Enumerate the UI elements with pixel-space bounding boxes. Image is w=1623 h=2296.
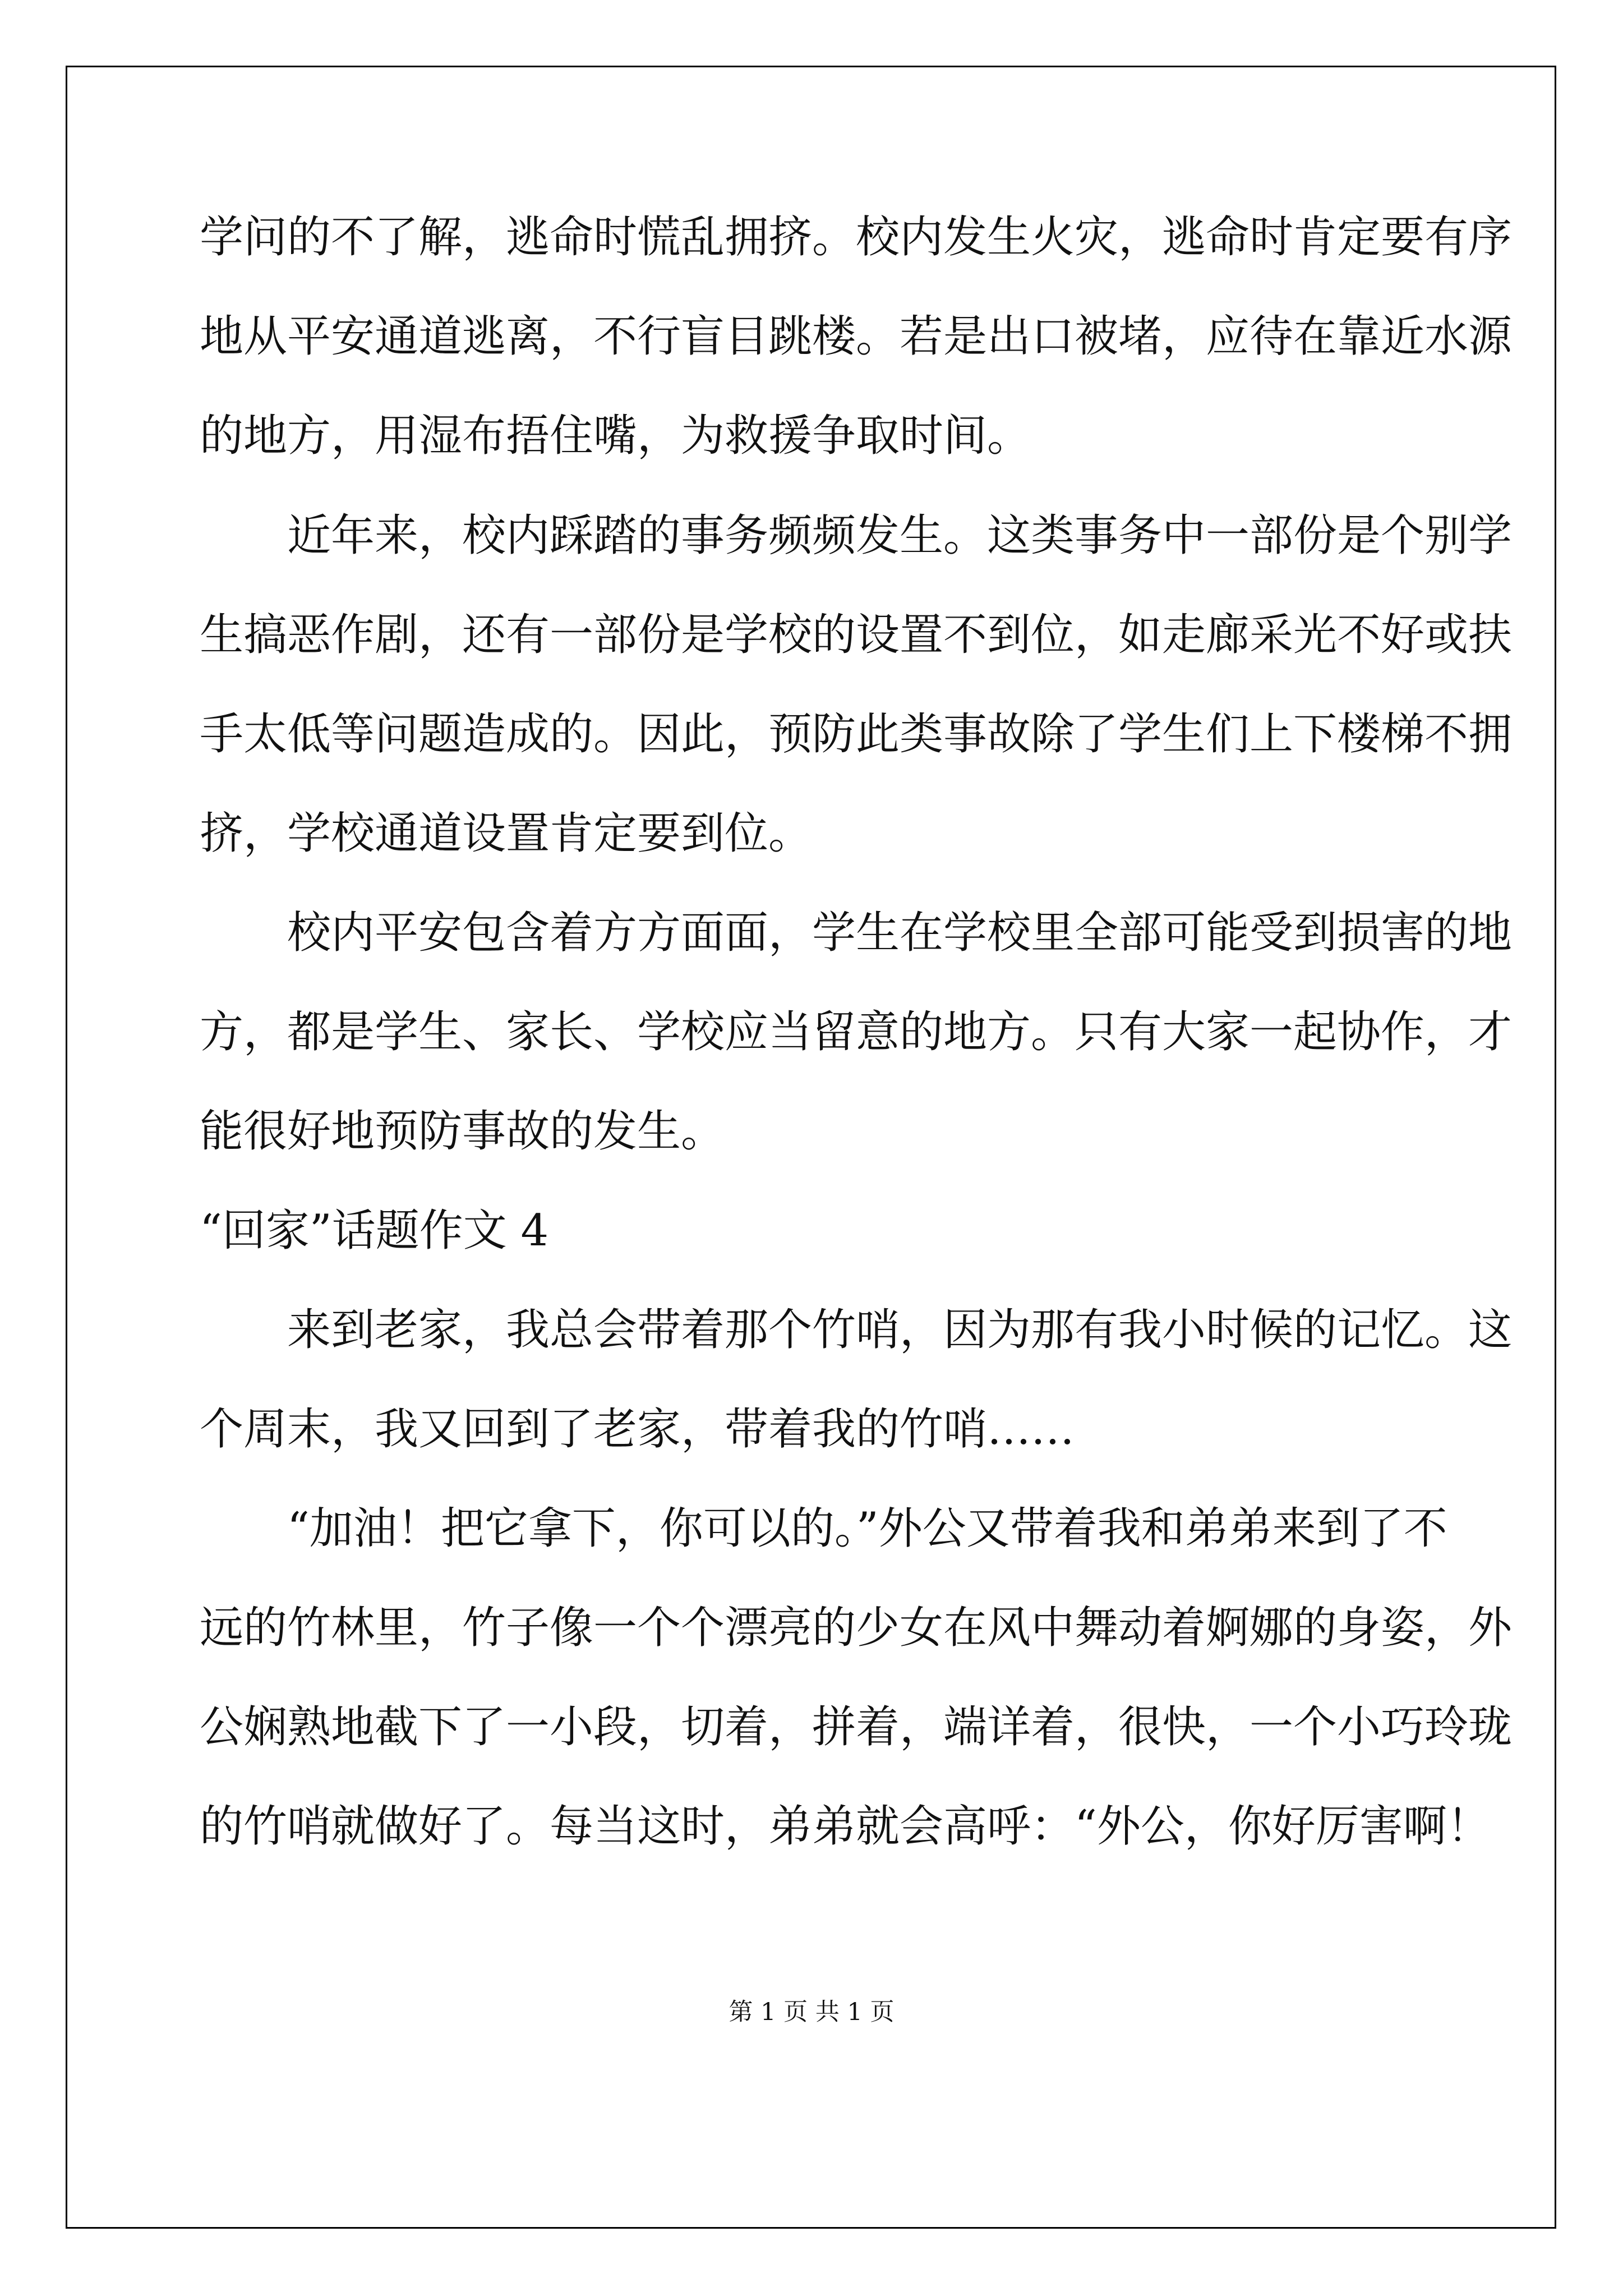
text-line: 的竹哨就做好了。每当这时，弟弟就会高呼：“外公，你好厉害啊！ (200, 1801, 1491, 1852)
text-line: 来到老家，我总会带着那个竹哨，因为那有我小时候的记忆。这 (287, 1305, 1513, 1355)
text-line: 远的竹林里，竹子像一个个漂亮的少女在风中舞动着婀娜的身姿，外 (200, 1603, 1513, 1653)
text-line: 个周末，我又回到了老家，带着我的竹哨…… (200, 1404, 1075, 1455)
text-line: 学问的不了解，逃命时慌乱拥挤。校内发生火灾，逃命时肯定要有序 (200, 212, 1513, 263)
text-line: 能很好地预防事故的发生。 (200, 1106, 725, 1157)
text-line: 挤，学校通道设置肯定要到位。 (200, 808, 813, 859)
text-line: 生搞恶作剧，还有一部份是学校的设置不到位，如走廊采光不好或扶 (200, 610, 1513, 660)
text-line: 地从平安通道逃离，不行盲目跳楼。若是出口被堵，应待在靠近水源 (200, 311, 1513, 362)
page-number: 第 1 页 共 1 页 (728, 1998, 895, 2026)
text-line: 校内平安包含着方方面面，学生在学校里全部可能受到损害的地 (287, 908, 1513, 958)
section-heading: “回家”话题作文 4 (200, 1205, 549, 1256)
text-line: “加油！把它拿下，你可以的。”外公又带着我和弟弟来到了不 (287, 1503, 1447, 1554)
text-line: 公娴熟地截下了一小段，切着，拼着，端详着，很快，一个小巧玲珑 (200, 1702, 1513, 1752)
text-line: 手太低等问题造成的。因此，预防此类事故除了学生们上下楼梯不拥 (200, 709, 1513, 760)
text-line: 近年来，校内踩踏的事务频频发生。这类事务中一部份是个别学 (287, 510, 1513, 561)
text-line: 的地方，用湿布捂住嘴，为救援争取时间。 (200, 411, 1031, 461)
text-line: 方，都是学生、家长、学校应当留意的地方。只有大家一起协作，才 (200, 1007, 1513, 1057)
